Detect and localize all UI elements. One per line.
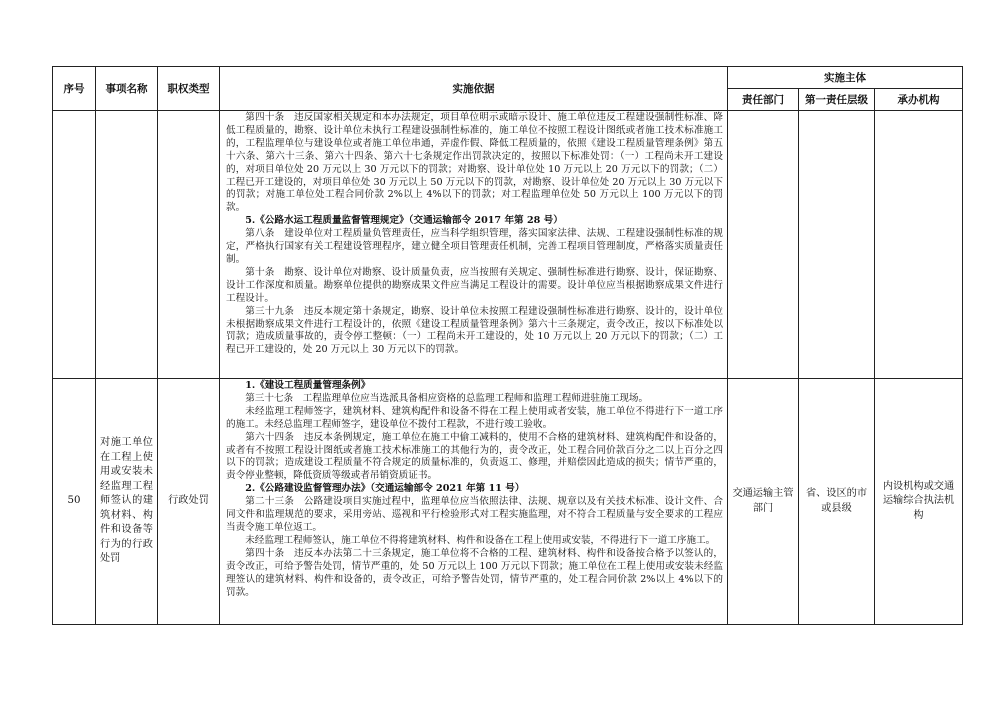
table-row — [53, 111, 963, 379]
law-title: 1.《建设工程质量管理条例》 — [245, 380, 371, 391]
row1-basis-text — [226, 112, 723, 357]
article-paragraph: 第三十七条 工程监理单位应当选派具备相应资格的总监理工程师和监理工程师进驻施工现场。 — [245, 392, 649, 404]
article-paragraph: 第八条 建设单位对工程质量负管理责任，应当科学组织管理，落实国家法律、法规、工程建设强制性标准的规定，严格执行国家有关工程建设管理程序，建立健全项目管理责任机制，完善工程项目管理制度，严格落实质量责任制。 — [226, 228, 723, 265]
header-level: 第一责任层级 — [799, 89, 875, 111]
header-dept: 责任部门 — [728, 89, 799, 111]
row2-basis — [220, 379, 728, 625]
article-paragraph: 第四十条 违反本办法第二十三条规定，施工单位将不合格的工程、建筑材料、构件和设备按合格予以签认的，责令改正，可给予警告处罚，情节严重的，处 50 万元以上 100 万元以下罚款；施工单位在工程上使用或安装未经监理签认的建筑材料、构件和设备的，责令改正，可给予警告处罚，情节严重的，处工程合同价款 2%以上 4%以下的罚款。 — [226, 547, 723, 598]
row1-basis — [220, 111, 728, 379]
header-seq: 序号 — [53, 67, 96, 111]
header-agency: 承办机构 — [875, 89, 963, 111]
article-paragraph: 未经监理工程师签字，建筑材料、建筑构配件和设备不得在工程上使用或者安装，施工单位不得进行下一道工序的施工。未经总监理工程师签字，建设单位不拨付工程款，不进行竣工验收。 — [226, 405, 723, 430]
header-basis: 实施依据 — [220, 67, 728, 111]
article-paragraph: 第十条 勘察、设计单位对勘察、设计质量负责，应当按照有关规定、强制性标准进行勘察、设计，保证勘察、设计工作深度和质量。勘察单位提供的勘察成果文件应当满足工程设计的需要。设计单位应当根据勘察成果文件进行工程设计。 — [226, 266, 723, 304]
row1-dept — [728, 111, 799, 379]
row2-item-name: 对施工单位在工程上使用或安装未经监理工程师签认的建筑材料、构件和设备等行为的行政处罚 — [96, 379, 158, 625]
row1-seq — [53, 111, 96, 379]
article-paragraph: 第三十九条 违反本规定第十条规定，勘察、设计单位未按照工程建设强制性标准进行勘察、设计的，设计单位未根据勘察成果文件进行工程设计的，依照《建设工程质量管理条例》第六十三条规定，责令改正，按以下标准处以罚款；造成质量事故的，责令停工整顿：（一）工程尚未开工建设的，处 10 万元以上 20 万元以下的罚款；（二）工程已开工建设的，处 20 万元以上 30 万元以下的罚款。 — [226, 305, 723, 356]
row1-item-name — [96, 111, 158, 379]
article-paragraph: 第六十四条 违反本条例规定，施工单位在施工中偷工减料的，使用不合格的建筑材料、建筑构配件和设备的，或者有不按照工程设计图纸或者施工技术标准施工的其他行为的，责令改正，处工程合同价款百分之二以上百分之四以下的罚款；造成建设工程质量不符合规定的质量标准的，负责返工、修理，并赔偿因此造成的损失；情节严重的，责令停业整顿，降低资质等级或者吊销资质证书。 — [226, 431, 723, 482]
row2-dept: 交通运输主管部门 — [728, 379, 799, 625]
article-paragraph: 第二十三条 公路建设项目实施过程中，监理单位应当依照法律、法规、规章以及有关技术标准、设计文件、合同文件和监理规范的要求，采用旁站、巡视和平行检验形式对工程实施监理，对不符合工程质量与安全要求的工程应当责令施工单位返工。 — [226, 496, 723, 533]
row1-agency — [875, 111, 963, 379]
row2-power-type: 行政处罚 — [158, 379, 220, 625]
header-power-type: 职权类型 — [158, 67, 220, 111]
row2-seq: 50 — [53, 379, 96, 625]
law-title: 5.《公路水运工程质量监督管理规定》（交通运输部令 2017 年第 28 号） — [245, 215, 563, 227]
article-paragraph: 未经监理工程师签认，施工单位不得将建筑材料、构件和设备在工程上使用或安装，不得进行下一道工序施工。 — [245, 534, 716, 546]
law-title: 2.《公路建设监督管理办法》（交通运输部令 2021 年第 11 号） — [245, 483, 525, 495]
article-paragraph: 第四十条 违反国家相关规定和本办法规定，项目单位明示或暗示设计、施工单位违反工程建设强制性标准、降低工程质量的，勘察、设计单位未执行工程建设强制性标准的，施工单位不按照工程设计图纸或者施工技术标准施工的，工程监理单位与建设单位或者施工单位串通，弄虚作假、降低工程质量的，依照《建设工程质量管理条例》第五十六条、第六十三条、第六十四条、第六十七条规定作出罚款决定的，按照以下标准处罚：（一）工程尚未开工建设的，对项目单位处 20 万元以上 30 万元以下的罚款；对勘察、设计单位处 10 万元以上 20 万元以下的罚款；（二）工程已开工建设的，对项目单位处 30 万元以上 50 万元以下的罚款，对勘察、设计单位处 20 万元以上 30 万元以下的罚款；对施工单位处工程合同价款 2%以上 4%以下的罚款；对工程监理单位处 50 万元以上 100 万元以下的罚款。 — [226, 112, 723, 214]
row1-level — [799, 111, 875, 379]
row2-level: 省、设区的市或县级 — [799, 379, 875, 625]
header-subject: 实施主体 — [728, 67, 963, 89]
row1-power-type — [158, 111, 220, 379]
row2-basis-text — [226, 380, 723, 599]
table-row — [53, 379, 963, 625]
power-list-table — [52, 66, 963, 625]
header-item-name: 事项名称 — [96, 67, 158, 111]
row2-agency: 内设机构或交通运输综合执法机构 — [875, 379, 963, 625]
header-row-top — [53, 67, 963, 89]
